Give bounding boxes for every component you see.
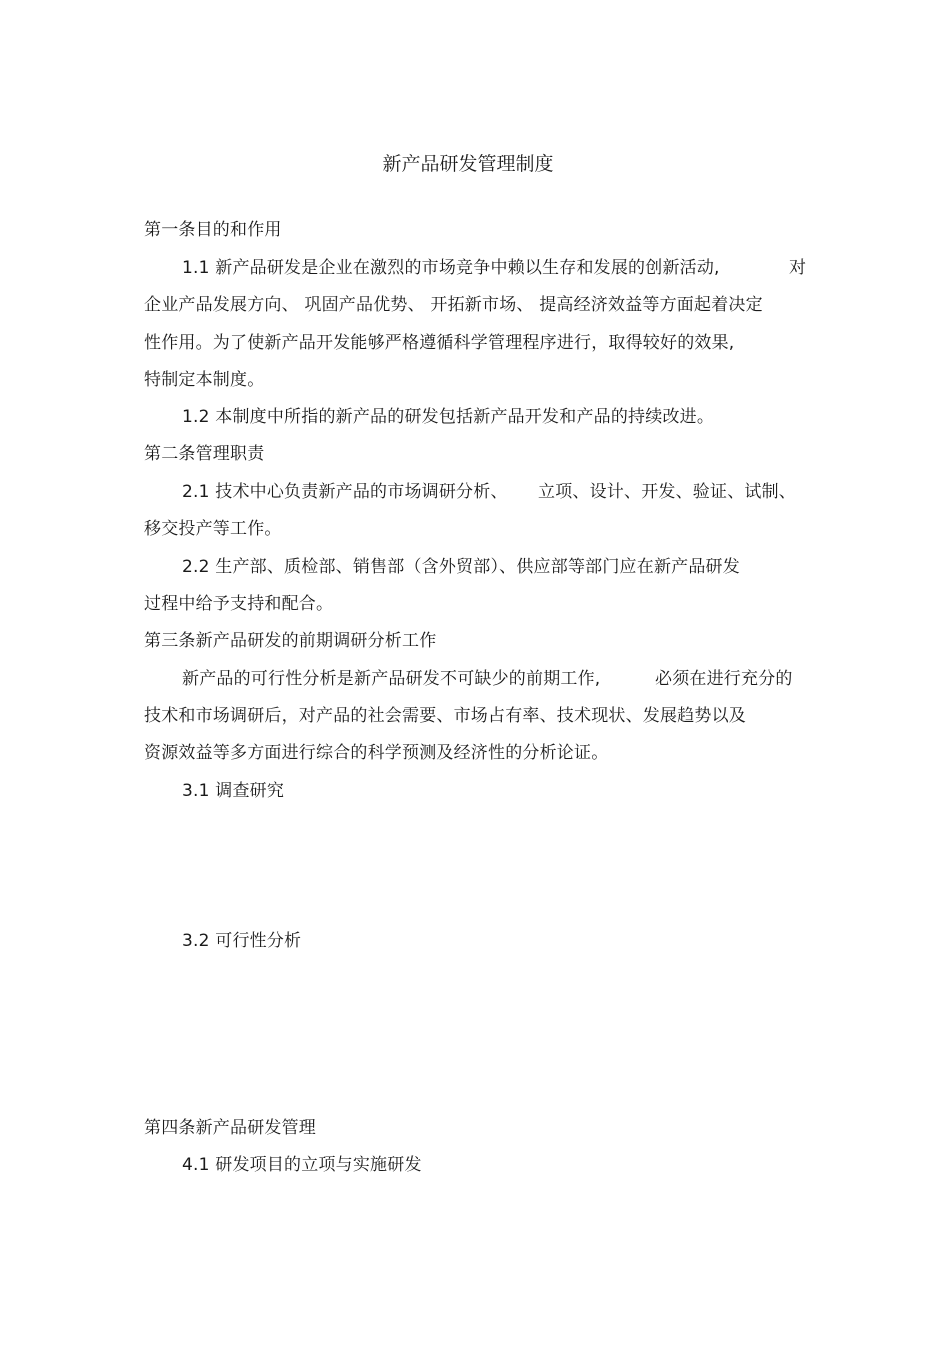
article-4-heading: 第四条新产品研发管理 — [144, 1118, 316, 1138]
subsection-heading: 3.1 调查研究 — [182, 781, 285, 801]
paragraph-line: 立项、设计、开发、验证、试制、 — [538, 482, 796, 502]
paragraph-line: 对 — [789, 258, 807, 278]
paragraph-line: 移交投产等工作。 — [144, 519, 282, 539]
paragraph-line: 2.2 生产部、质检部、销售部（含外贸部）、供应部等部门应在新产品研发 — [182, 557, 740, 577]
paragraph-line: 1.2 本制度中所指的新产品的研发包括新产品开发和产品的持续改进。 — [182, 407, 715, 427]
paragraph-line: 必须在进行充分的 — [655, 669, 793, 689]
paragraph-line: 企业产品发展方向、 巩固产品优势、 开拓新市场、 提高经济效益等方面起着决定 — [144, 295, 763, 315]
paragraph-line: 1.1 新产品研发是企业在激烈的市场竞争中赖以生存和发展的创新活动, — [182, 258, 720, 278]
paragraph-line: 技术和市场调研后，对产品的社会需要、市场占有率、技术现状、发展趋势以及 — [144, 706, 746, 726]
paragraph-line: 性作用。为了使新产品开发能够严格遵循科学管理程序进行，取得较好的效果, — [144, 333, 735, 353]
paragraph-line: 2.1 技术中心负责新产品的市场调研分析、 — [182, 482, 508, 502]
paragraph-line: 新产品的可行性分析是新产品研发不可缺少的前期工作, — [182, 669, 601, 689]
article-1-heading: 第一条目的和作用 — [144, 220, 282, 240]
paragraph-line: 过程中给予支持和配合。 — [144, 594, 334, 614]
subsection-heading: 4.1 研发项目的立项与实施研发 — [182, 1155, 422, 1175]
paragraph-line: 特制定本制度。 — [144, 370, 265, 390]
subsection-heading: 3.2 可行性分析 — [182, 931, 302, 951]
article-2-heading: 第二条管理职责 — [144, 444, 265, 464]
page-title: 新产品研发管理制度 — [382, 153, 554, 175]
article-3-heading: 第三条新产品研发的前期调研分析工作 — [144, 631, 437, 651]
paragraph-line: 资源效益等多方面进行综合的科学预测及经济性的分析论证。 — [144, 743, 609, 763]
